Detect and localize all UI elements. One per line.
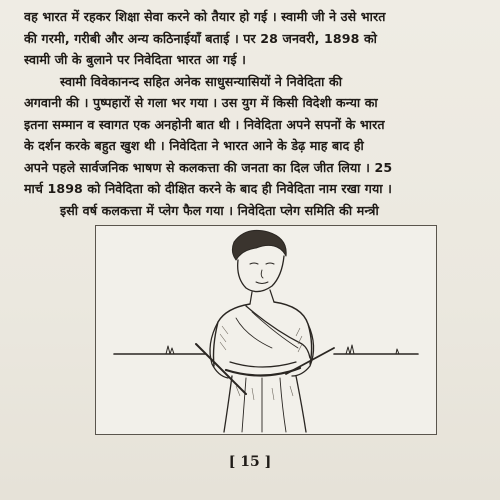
- paragraph-3: [24, 200, 480, 222]
- text-line: के दर्शन करके बहुत खुश थी । निवेदिता ने भारत आने के डेढ़ माह बाद ही: [24, 138, 364, 153]
- illustration-woman-in-sari: [95, 225, 437, 435]
- paragraph-2: [24, 71, 480, 200]
- text-line: इसी वर्ष कलकत्ता में प्लेग फैल गया । निवेदिता प्लेग समिति की मन्त्री: [60, 202, 379, 218]
- text-line: स्वामी विवेकानन्द सहित अनेक साधुसन्यासियों ने निवेदिता की: [60, 73, 343, 89]
- text-line: अगवानी की । पुष्पहारों से गला भर गया । उस युग में किसी विदेशी कन्या का: [24, 95, 378, 110]
- text-line: अपने पहले सार्वजनिक भाषण से कलकत्ता की जनता का दिल जीत लिया । 25: [24, 159, 393, 175]
- sketch-drawing: [96, 226, 436, 434]
- text-line: मार्च 1898 को निवेदिता को दीक्षित करने के बाद ही निवेदिता नाम रखा गया ।: [24, 181, 392, 196]
- text-line: वह भारत में रहकर शिक्षा सेवा करने को तैयार हो गई । स्वामी जी ने उसे भारत: [24, 9, 386, 24]
- text-line: इतना सम्मान व स्वागत एक अनहोनी बात थी । निवेदिता अपने सपनों के भारत: [24, 116, 385, 132]
- page-number: [ 15 ]: [228, 454, 272, 470]
- paragraph-1: [24, 6, 480, 71]
- body-text: [24, 6, 480, 221]
- text-line: की गरमी, गरीबी और अन्य कठिनाईयाँ बताई । पर 28 जनवरी, 1898 को: [24, 30, 377, 46]
- text-line: स्वामी जी के बुलाने पर निवेदिता भारत आ गई ।: [24, 52, 246, 67]
